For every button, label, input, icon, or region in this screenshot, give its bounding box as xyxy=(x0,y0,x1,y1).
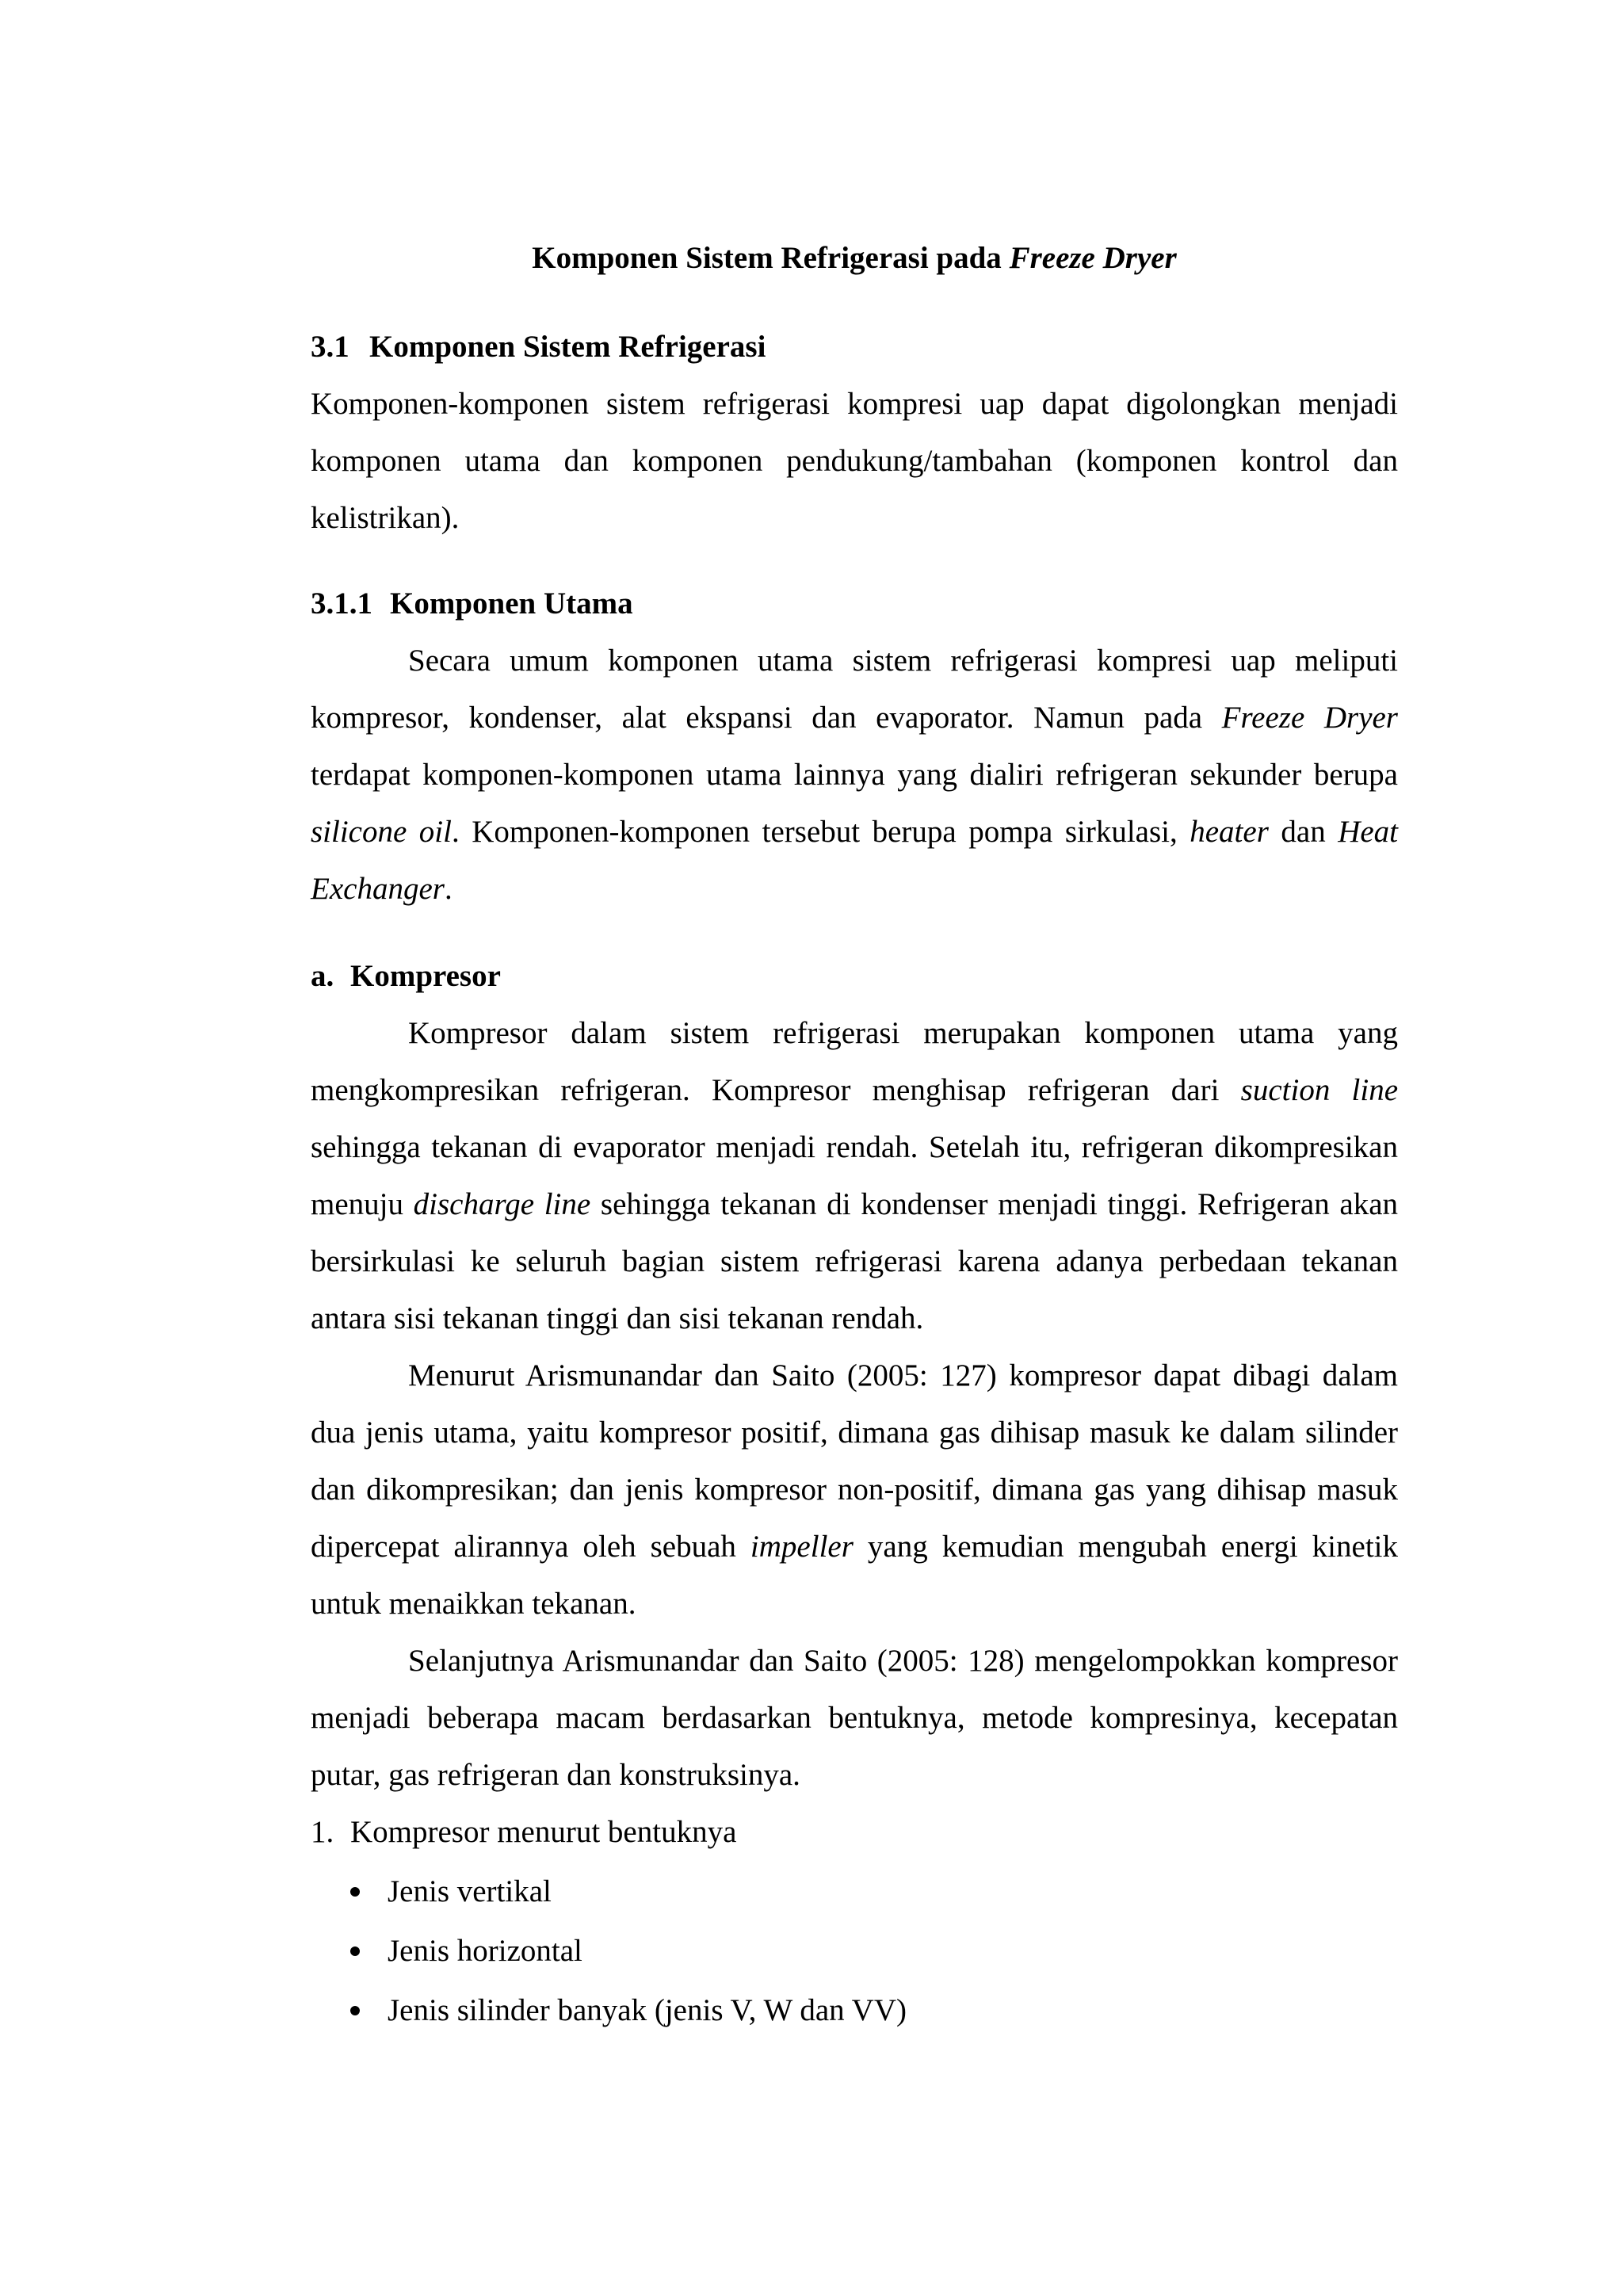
bullet-item: Jenis vertikal xyxy=(311,1863,1398,1920)
subsection-a-heading xyxy=(311,948,1398,1005)
section-3-1-1-heading xyxy=(311,575,1398,632)
section-3-1-paragraph: Komponen-komponen sistem refrigerasi kompresi uap dapat digolongkan menjadi komponen utama dan komponen pendukung/tambahan (komponen kontrol dan kelistrikan). xyxy=(311,387,1398,535)
kompresor-paragraph-1: Kompresor dalam sistem refrigerasi merupakan komponen utama yang mengkompresikan refrigeran. Kompresor menghisap refrigeran dari suction line sehingga tekanan di evaporator menjadi rendah. Setelah itu, refrigeran dikompresikan menuju discharge line sehingga tekanan di kondenser menjadi tinggi. Refrigeran akan bersirkulasi ke seluruh bagian sistem refrigerasi karena adanya perbedaan tekanan antara sisi tekanan tinggi dan sisi tekanan rendah. xyxy=(311,1016,1399,1335)
section-3-1-1-paragraph: Secara umum komponen utama sistem refrigerasi kompresi uap meliputi kompresor, kondenser, alat ekspansi dan evaporator. Namun pada Freeze Dryer terdapat komponen-komponen utama lainnya yang dialiri refrigeran sekunder berupa silicone oil. Komponen-komponen tersebut berupa pompa sirkulasi, heater dan Heat Exchanger. xyxy=(311,644,1398,906)
title-text: Komponen Sistem Refrigerasi pada xyxy=(532,241,1010,275)
bullet-icon xyxy=(350,2006,360,2015)
page-title xyxy=(311,230,1398,287)
section-3-1-1-title: Komponen Utama xyxy=(390,586,633,621)
subsection-a-letter: a. xyxy=(311,959,334,993)
bullet-item: Jenis horizontal xyxy=(311,1923,1398,1980)
kompresor-type-list xyxy=(311,1804,1398,2039)
bullet-icon xyxy=(350,1887,360,1897)
subsection-a-title: Kompresor xyxy=(350,959,501,993)
bullet-item: Jenis silinder banyak (jenis V, W dan VV) xyxy=(311,1982,1398,2039)
section-3-1-1-number: 3.1.1 xyxy=(311,586,372,621)
list-item xyxy=(311,1804,1398,2039)
section-3-1-heading xyxy=(311,319,1398,376)
kompresor-paragraph-3: Selanjutnya Arismunandar dan Saito (2005: 128) mengelompokkan kompresor menjadi beberapa macam berdasarkan bentuknya, metode kompresinya, kecepatan putar, gas refrigeran dan konstruksinya. xyxy=(311,1644,1398,1792)
list-item-number: 1. xyxy=(311,1815,334,1849)
title-italic: Freeze Dryer xyxy=(1009,241,1177,275)
list-item-label: Kompresor menurut bentuknya xyxy=(350,1815,737,1849)
section-3-1-title: Komponen Sistem Refrigerasi xyxy=(369,330,766,364)
section-3-1-number: 3.1 xyxy=(311,330,349,364)
bullet-icon xyxy=(350,1946,360,1956)
kompresor-paragraph-2: Menurut Arismunandar dan Saito (2005: 127) kompresor dapat dibagi dalam dua jenis utama, yaitu kompresor positif, dimana gas dihisap masuk ke dalam silinder dan dikompresikan; dan jenis kompresor non-positif, dimana gas yang dihisap masuk dipercepat alirannya oleh sebuah impeller yang kemudian mengubah energi kinetik untuk menaikkan tekanan. xyxy=(311,1358,1398,1621)
bullet-list xyxy=(311,1863,1398,2039)
document-page xyxy=(311,230,1398,2039)
